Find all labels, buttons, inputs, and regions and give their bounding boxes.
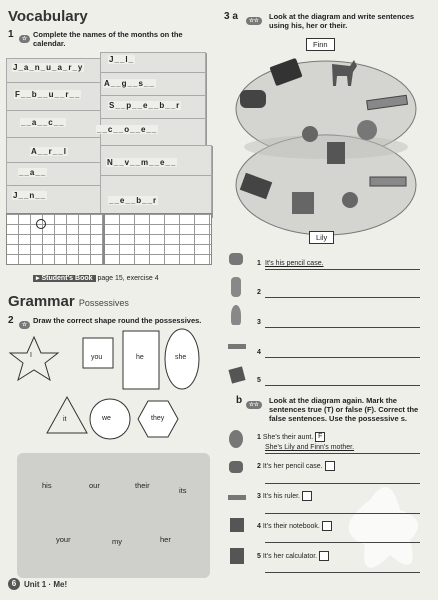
- a-item-num: 1: [257, 260, 261, 267]
- word-his: his: [42, 481, 52, 490]
- b-answer-1: She's Lily and Finn's mother.: [265, 444, 355, 451]
- month-june: J__n__: [13, 191, 47, 200]
- calculator-object: [327, 142, 345, 164]
- tf-checkbox-4[interactable]: [322, 521, 332, 531]
- shape-label-we: we: [102, 415, 111, 422]
- month-may: __a__: [19, 168, 47, 177]
- word-our: our: [89, 481, 100, 490]
- exercise-3b-instruction: Look at the diagram again. Mark the sentences true (T) or false (F). Correct the false sentences. Use the possessive s.: [269, 396, 419, 423]
- word-your: your: [56, 535, 71, 544]
- robot-toy-object: [342, 192, 358, 208]
- month-december: __e__b__r: [109, 196, 158, 205]
- month-october: __c__o__e__: [97, 125, 158, 134]
- word-its: its: [179, 486, 187, 495]
- shape-label-they: they: [151, 415, 165, 422]
- a-item-num: 4: [257, 349, 261, 356]
- b-item-1: 1 She's their aunt. F: [257, 432, 325, 442]
- a-item-num: 5: [257, 377, 261, 384]
- exercise-badge: ☆: [19, 30, 30, 48]
- b-item-4: 4 It's their notebook.: [257, 521, 332, 531]
- exercise-1-number: 1: [8, 29, 14, 40]
- a-answer-line-5[interactable]: [265, 385, 420, 386]
- star-shape: [10, 337, 58, 380]
- a-answer-line-4[interactable]: [265, 357, 420, 358]
- a-answer-line-2[interactable]: [265, 297, 420, 298]
- exercise-2-instruction: Draw the correct shape round the possessives.: [33, 316, 202, 325]
- tf-checkbox-1[interactable]: F: [315, 432, 325, 442]
- exercise-badge: ☆☆: [246, 12, 262, 30]
- month-march: __a__c__: [21, 118, 65, 127]
- a-answer-1: It's his pencil case.: [265, 260, 324, 267]
- month-january: J_a_n_u_a_r_y: [13, 63, 84, 72]
- tf-checkbox-3[interactable]: [302, 491, 312, 501]
- square-shape: [83, 338, 113, 368]
- month-september: S__p__e__b__r: [109, 101, 181, 110]
- ruler-2-object: [370, 177, 406, 186]
- students-book-reference: [33, 274, 159, 282]
- exercise-3b-letter: b: [236, 395, 243, 406]
- finn-label: Finn: [306, 38, 335, 51]
- word-their: their: [135, 481, 150, 490]
- month-july: J__l_: [109, 55, 135, 64]
- unit-label: Unit 1 · Me!: [24, 580, 68, 589]
- grammar-heading: [8, 293, 129, 310]
- word-my: my: [112, 537, 122, 546]
- pencil-case-object: [240, 90, 266, 108]
- pencil-case-icon: [229, 253, 243, 265]
- ruler-icon: [228, 344, 246, 349]
- grammar-subtitle: Possessives: [78, 298, 129, 308]
- a-item-num: 3: [257, 319, 261, 326]
- alien-icon: [231, 277, 241, 297]
- horse-icon: [231, 305, 241, 325]
- b-answer-line-3[interactable]: [265, 513, 420, 514]
- exercise-1-instruction: Complete the names of the months on the calendar.: [33, 30, 183, 48]
- month-february: F__b__u__r__: [15, 90, 81, 99]
- exercise-badge: ☆☆: [246, 396, 262, 414]
- exercise-badge: ☆: [19, 316, 30, 334]
- notebook-icon: [230, 518, 244, 532]
- b-item-2: 2 It's her pencil case.: [257, 461, 335, 471]
- b-answer-line-4[interactable]: [265, 542, 420, 543]
- alien-toy-object: [302, 126, 318, 142]
- shape-label-you: you: [91, 354, 103, 361]
- tf-checkbox-2[interactable]: [325, 461, 335, 471]
- exercise-3a-instruction: Look at the diagram and write sentences using his, her or their.: [269, 12, 415, 30]
- b-answer-line-2[interactable]: [265, 483, 420, 484]
- shape-label-she: she: [175, 354, 187, 361]
- exercise-2-number: 2: [8, 315, 14, 326]
- students-book-page: page 15, exercise 4: [97, 275, 159, 282]
- month-november: N__v__m__e__: [107, 158, 177, 167]
- grammar-title: Grammar: [8, 293, 75, 310]
- front-calendar-right: [104, 213, 212, 265]
- vocabulary-title: Vocabulary: [8, 8, 88, 25]
- sweets-object: [292, 192, 314, 214]
- b-item-5: 5 It's her calculator.: [257, 551, 329, 561]
- month-august: A__g__s__: [104, 79, 155, 88]
- ruler-icon: [228, 495, 246, 500]
- notebook-icon: [228, 366, 245, 383]
- mother-face-object: [357, 120, 377, 140]
- calculator-icon: [230, 548, 244, 564]
- word-box: [17, 453, 210, 578]
- venn-diagram: [222, 32, 436, 246]
- shape-label-i: I: [30, 352, 32, 359]
- mother-icon: [229, 430, 243, 448]
- exercise-3-number: 3 a: [224, 11, 238, 22]
- lily-label: Lily: [309, 231, 334, 244]
- b-item-3: 3 It's his ruler.: [257, 491, 312, 501]
- tf-checkbox-5[interactable]: [319, 551, 329, 561]
- b-answer-line-5[interactable]: [265, 572, 420, 573]
- front-calendar-left: [6, 213, 104, 265]
- b-answer-line-1[interactable]: [265, 453, 420, 454]
- a-item-num: 2: [257, 289, 261, 296]
- a-answer-line-1[interactable]: [265, 269, 420, 270]
- triangle-shape: [47, 397, 87, 433]
- month-april: A__r__l: [31, 147, 67, 156]
- page-number: 6: [8, 578, 20, 590]
- word-her: her: [160, 535, 171, 544]
- students-book-tag: ▸ Student's Book: [33, 275, 96, 282]
- shape-label-he: he: [136, 354, 144, 361]
- shape-label-it: it: [63, 416, 67, 423]
- a-answer-line-3[interactable]: [265, 327, 420, 328]
- pencil-case-icon: [229, 461, 243, 473]
